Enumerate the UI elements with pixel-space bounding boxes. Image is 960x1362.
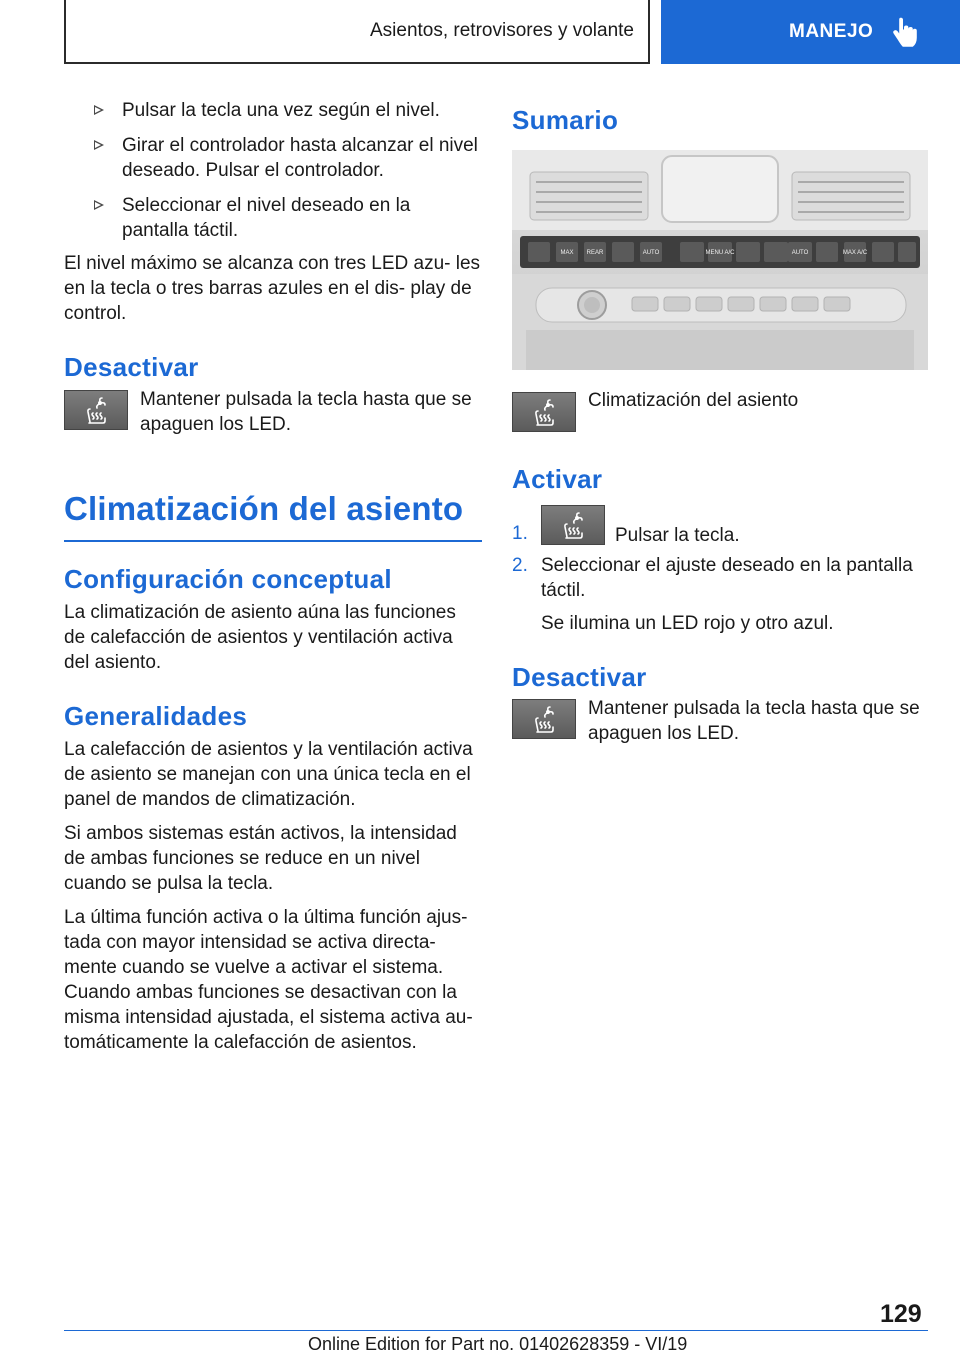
panel-label: AUTO (642, 250, 660, 256)
panel-label: MENU A/C (705, 250, 735, 256)
step-item (512, 505, 930, 545)
list-item: Girar el controlador hasta alcanzar el nivel deseado. Pulsar el controlador. (64, 133, 482, 183)
desactivar-heading: Desactivar (64, 352, 199, 382)
right-column (512, 98, 930, 746)
chapter-header (64, 0, 650, 64)
bullet-triangle-icon (94, 105, 104, 115)
edition-line: Online Edition for Part no. 01402628359 - VI/19 (308, 1334, 688, 1354)
climate-panel-image (512, 150, 928, 370)
step-text: Pulsar la tecla. (615, 525, 740, 546)
bullet-triangle-icon (94, 140, 104, 150)
panel-label: REAR (586, 250, 604, 256)
concept-text: La climatización de asiento aúna las funciones de calefacción de asientos y ventilación activa del asiento. (64, 602, 456, 673)
step-text: Seleccionar el ajuste deseado en la pantalla táctil. (541, 555, 913, 601)
general-paragraph-1: La calefacción de asientos y la ventilación activa de asiento se manejan con una única tecla en el panel de mandos de climatización. (64, 739, 473, 810)
dashboard-illustration (512, 150, 928, 370)
desactivar-text: Mantener pulsada la tecla hasta que se apaguen los LED. (588, 698, 920, 744)
activar-heading: Activar (512, 464, 603, 494)
desactivar-heading: Desactivar (512, 662, 647, 692)
max-level-text: El nivel máximo se alcanza con tres LED azu‐ les en la tecla o tres barras azules en el dis‐ play de control. (64, 253, 481, 324)
desactivar-row (512, 699, 930, 746)
list-item: Seleccionar el nivel deseado en la pantalla táctil. (64, 193, 482, 243)
concept-heading: Configuración conceptual (64, 564, 392, 594)
icon-caption: Climatización del asiento (588, 390, 799, 411)
footer-divider (64, 1330, 928, 1331)
bullet-triangle-icon (94, 200, 104, 210)
step-number: 2. (512, 555, 528, 576)
seat-climate-key-icon (512, 699, 576, 739)
panel-label: AUTO (791, 250, 809, 256)
section-label: MANEJO (789, 21, 874, 42)
sumario-heading: Sumario (512, 105, 619, 135)
hand-pointer-icon (891, 16, 919, 48)
heading-divider (64, 540, 482, 542)
step-item (512, 553, 930, 603)
general-paragraph-2: Si ambos sistemas están activos, la intensidad de ambas funciones se reduce en un nivel cuando se pulsa la tecla. (64, 823, 457, 894)
chapter-title: Asientos, retrovisores y volante (369, 20, 634, 41)
icon-caption-row (512, 392, 930, 432)
section-tab[interactable] (661, 0, 960, 64)
seat-climate-key-icon (541, 505, 605, 545)
panel-label: MAX A/C (842, 250, 868, 256)
step-number: 1. (512, 523, 528, 544)
general-heading: Generalidades (64, 701, 248, 731)
seat-climate-key-icon (512, 392, 576, 432)
page-number: 129 (880, 1300, 922, 1328)
main-heading: Climatización del asiento (64, 490, 464, 527)
left-column (64, 98, 482, 1055)
desactivar-text: Mantener pulsada la tecla hasta que se apaguen los LED. (140, 389, 472, 435)
list-item: Pulsar la tecla una vez según el nivel. (64, 98, 482, 123)
panel-label: MAX (560, 250, 574, 256)
step-sub-text: Se ilumina un LED rojo y otro azul. (541, 613, 834, 634)
general-paragraph-3: La última función activa o la última función ajus‐ tada con mayor intensidad se activa directa‐ mente cuando se vuelve a activar el sistema. Cuando ambas funciones se desactivan con la misma intensidad ajustada, el sistema activa au‐ tomáticamente la calefacción de asientos. (64, 907, 473, 1053)
seat-climate-key-icon (64, 390, 128, 430)
desactivar-row (64, 390, 482, 437)
